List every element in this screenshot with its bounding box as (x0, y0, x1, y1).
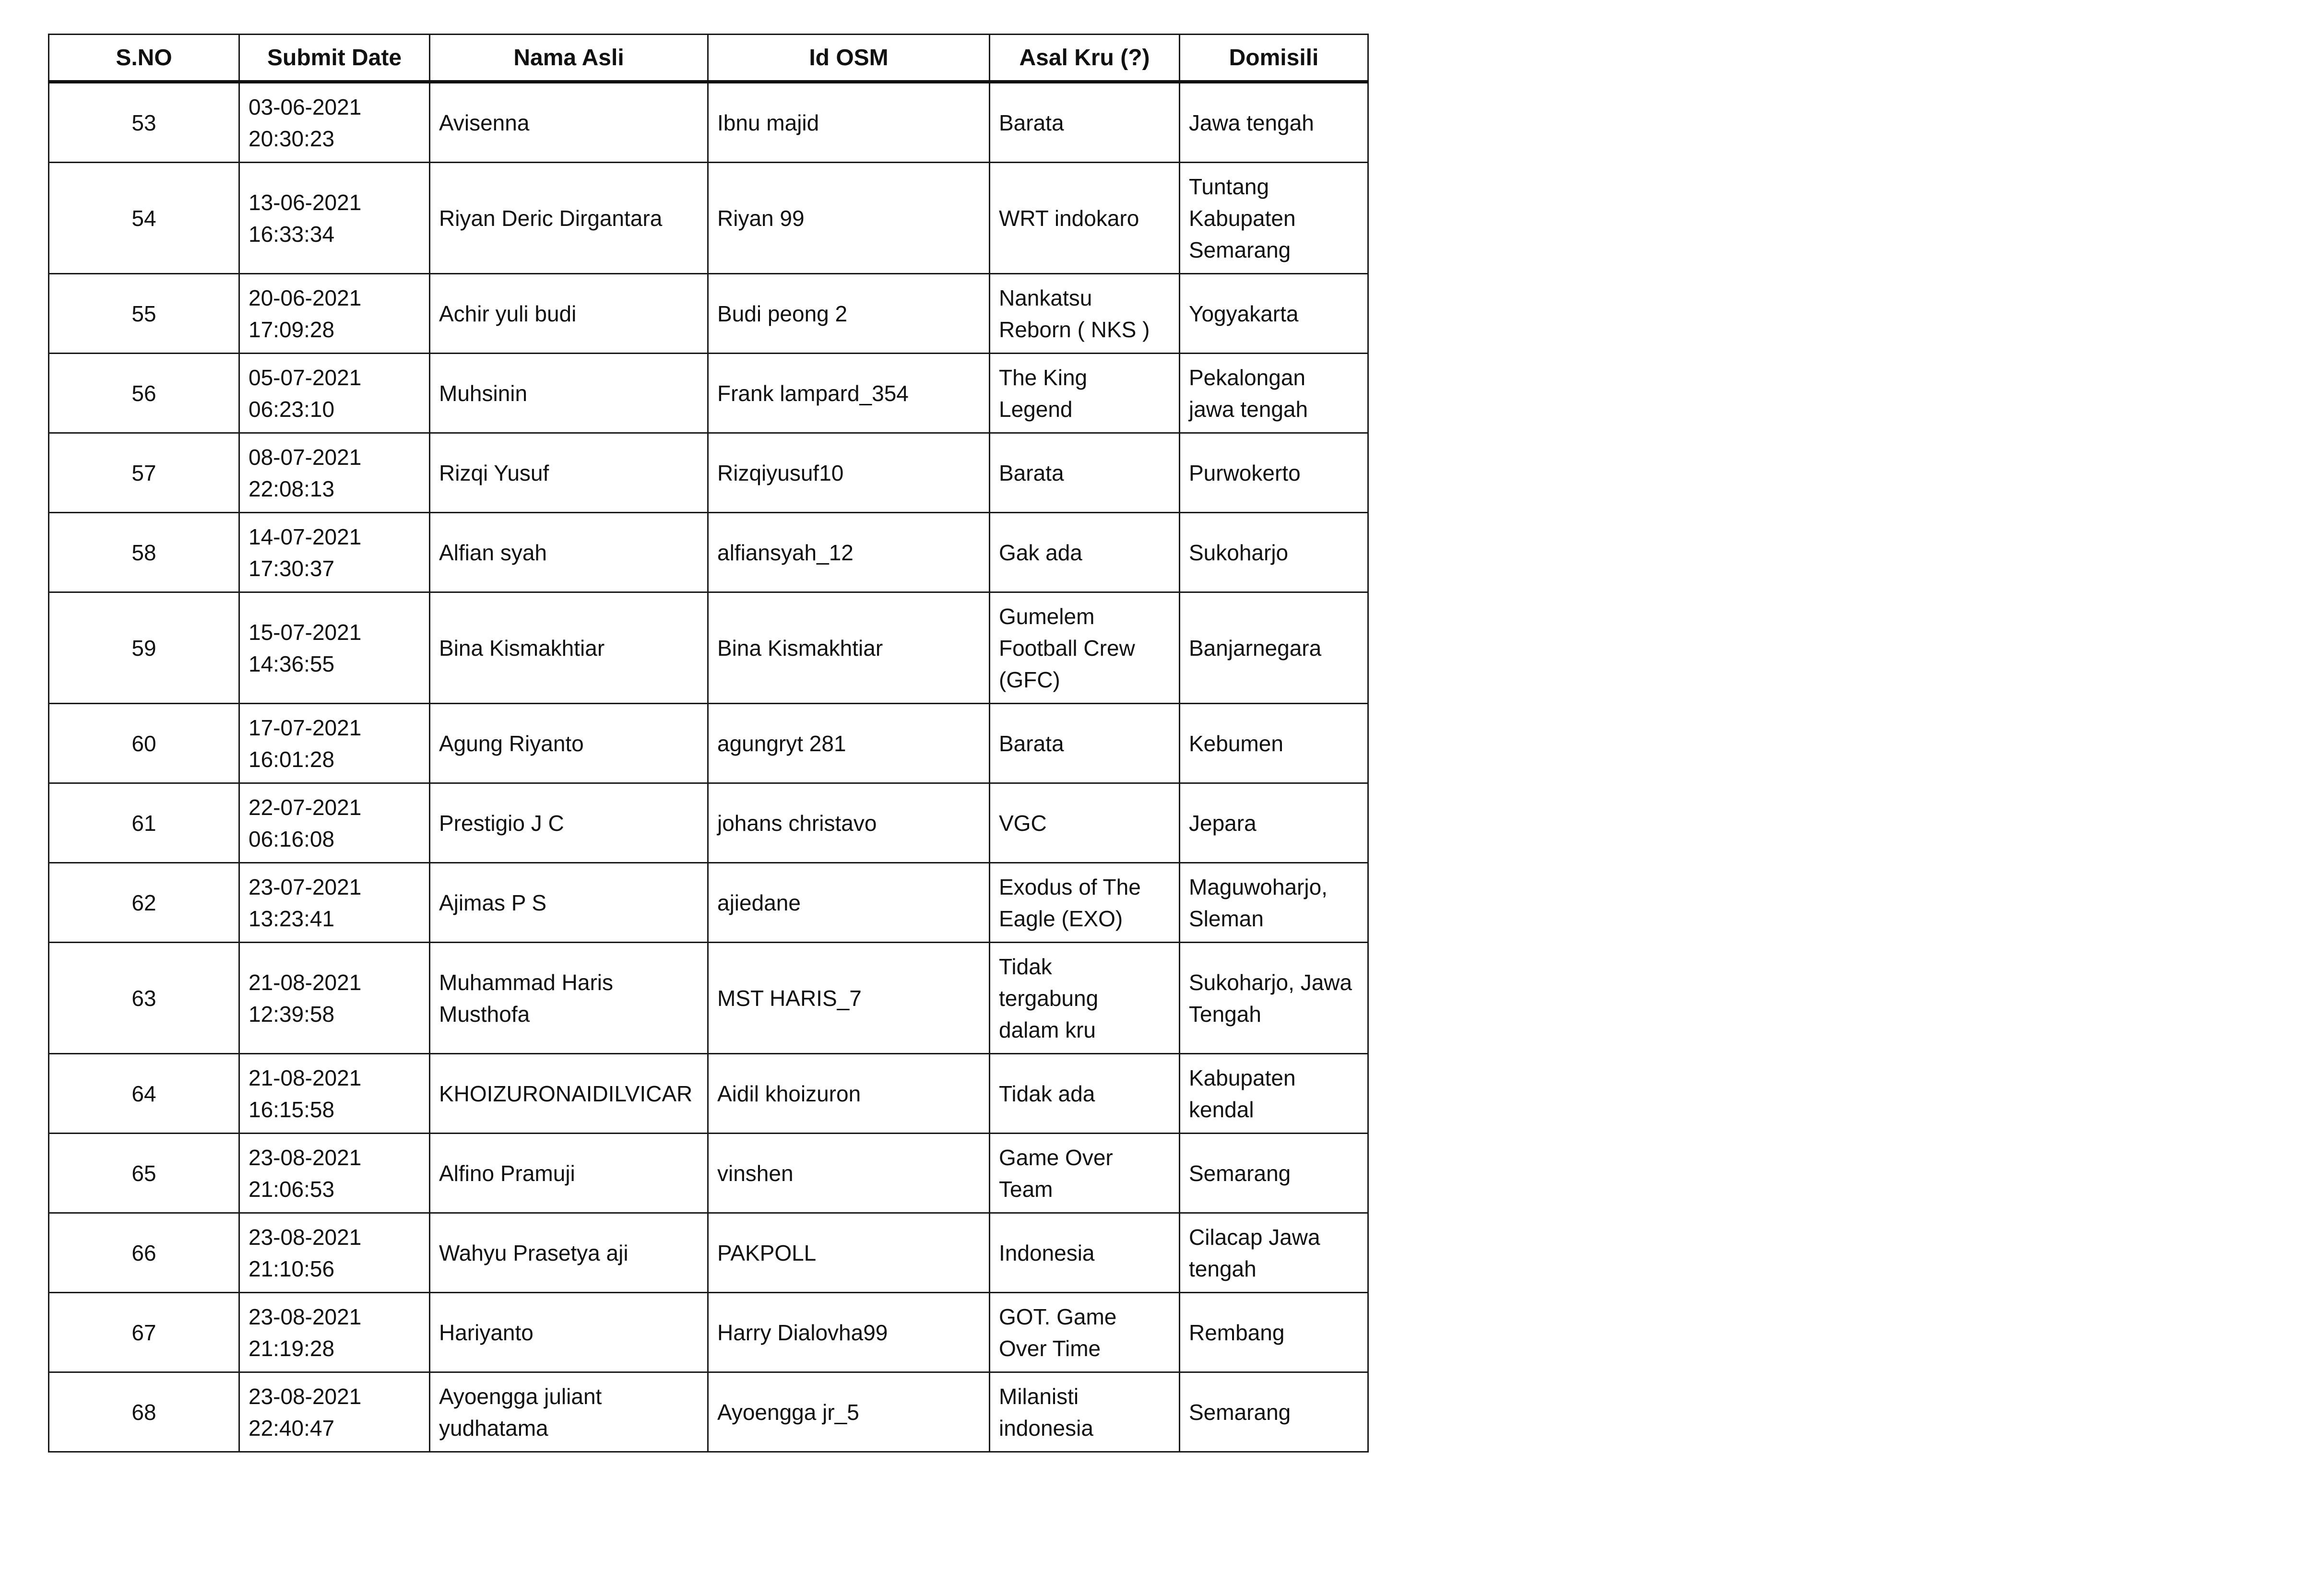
cell-domisili: Kabupaten kendal (1180, 1054, 1368, 1134)
cell-id-osm: Ibnu majid (708, 82, 990, 163)
cell-submit-date: 03-06-2021 20:30:23 (239, 82, 430, 163)
cell-domisili: Kebumen (1180, 704, 1368, 783)
table-row (49, 1054, 1368, 1134)
cell-id-osm: Riyan 99 (708, 163, 990, 274)
cell-nama-asli: KHOIZURONAIDILVICAR (430, 1054, 708, 1134)
table-body (49, 82, 1368, 1452)
cell-nama-asli: Avisenna (430, 82, 708, 163)
header-id-osm: Id OSM (708, 35, 990, 82)
cell-id-osm: ajiedane (708, 863, 990, 943)
cell-nama-asli: Agung Riyanto (430, 704, 708, 783)
cell-nama-asli: Prestigio J C (430, 783, 708, 863)
table-row (49, 354, 1368, 433)
cell-sno: 56 (49, 354, 239, 433)
cell-sno: 61 (49, 783, 239, 863)
cell-sno: 68 (49, 1372, 239, 1452)
cell-id-osm: agungryt 281 (708, 704, 990, 783)
cell-nama-asli: Ajimas P S (430, 863, 708, 943)
cell-id-osm: MST HARIS_7 (708, 943, 990, 1054)
cell-asal-kru: Barata (990, 433, 1180, 513)
table-row (49, 1372, 1368, 1452)
cell-asal-kru: Game Over Team (990, 1134, 1180, 1213)
cell-submit-date: 21-08-2021 16:15:58 (239, 1054, 430, 1134)
cell-submit-date: 20-06-2021 17:09:28 (239, 274, 430, 354)
table-row (49, 783, 1368, 863)
cell-domisili: Sukoharjo, Jawa Tengah (1180, 943, 1368, 1054)
cell-submit-date: 22-07-2021 06:16:08 (239, 783, 430, 863)
cell-id-osm: Ayoengga jr_5 (708, 1372, 990, 1452)
table-row (49, 82, 1368, 163)
cell-id-osm: Bina Kismakhtiar (708, 592, 990, 704)
cell-nama-asli: Hariyanto (430, 1293, 708, 1372)
cell-id-osm: alfiansyah_12 (708, 513, 990, 592)
table-row (49, 1134, 1368, 1213)
cell-nama-asli: Achir yuli budi (430, 274, 708, 354)
cell-id-osm: Aidil khoizuron (708, 1054, 990, 1134)
cell-asal-kru: Barata (990, 704, 1180, 783)
cell-sno: 67 (49, 1293, 239, 1372)
cell-domisili: Sukoharjo (1180, 513, 1368, 592)
cell-domisili: Banjarnegara (1180, 592, 1368, 704)
cell-domisili: Cilacap Jawa tengah (1180, 1213, 1368, 1293)
table-row (49, 1213, 1368, 1293)
cell-nama-asli: Muhammad Haris Musthofa (430, 943, 708, 1054)
cell-domisili: Pekalongan jawa tengah (1180, 354, 1368, 433)
header-sno: S.NO (49, 35, 239, 82)
cell-submit-date: 14-07-2021 17:30:37 (239, 513, 430, 592)
cell-asal-kru: GOT. Game Over Time (990, 1293, 1180, 1372)
cell-submit-date: 17-07-2021 16:01:28 (239, 704, 430, 783)
cell-sno: 66 (49, 1213, 239, 1293)
cell-submit-date: 15-07-2021 14:36:55 (239, 592, 430, 704)
table-row (49, 943, 1368, 1054)
cell-domisili: Purwokerto (1180, 433, 1368, 513)
cell-asal-kru: Indonesia (990, 1213, 1180, 1293)
cell-nama-asli: Bina Kismakhtiar (430, 592, 708, 704)
cell-nama-asli: Wahyu Prasetya aji (430, 1213, 708, 1293)
header-domisili: Domisili (1180, 35, 1368, 82)
cell-sno: 65 (49, 1134, 239, 1213)
cell-asal-kru: Tidak ada (990, 1054, 1180, 1134)
table-row (49, 513, 1368, 592)
cell-nama-asli: Ayoengga juliant yudhatama (430, 1372, 708, 1452)
cell-submit-date: 23-08-2021 21:10:56 (239, 1213, 430, 1293)
cell-asal-kru: Barata (990, 82, 1180, 163)
cell-submit-date: 13-06-2021 16:33:34 (239, 163, 430, 274)
cell-submit-date: 21-08-2021 12:39:58 (239, 943, 430, 1054)
cell-id-osm: Frank lampard_354 (708, 354, 990, 433)
cell-submit-date: 23-07-2021 13:23:41 (239, 863, 430, 943)
cell-sno: 59 (49, 592, 239, 704)
cell-sno: 60 (49, 704, 239, 783)
cell-submit-date: 05-07-2021 06:23:10 (239, 354, 430, 433)
header-asal-kru: Asal Kru (?) (990, 35, 1180, 82)
cell-id-osm: Harry Dialovha99 (708, 1293, 990, 1372)
table-row (49, 592, 1368, 704)
cell-domisili: Rembang (1180, 1293, 1368, 1372)
table-row (49, 163, 1368, 274)
cell-submit-date: 23-08-2021 21:06:53 (239, 1134, 430, 1213)
cell-asal-kru: Exodus of The Eagle (EXO) (990, 863, 1180, 943)
cell-submit-date: 23-08-2021 21:19:28 (239, 1293, 430, 1372)
table-row (49, 1293, 1368, 1372)
cell-id-osm: Rizqiyusuf10 (708, 433, 990, 513)
header-nama-asli: Nama Asli (430, 35, 708, 82)
cell-id-osm: vinshen (708, 1134, 990, 1213)
cell-nama-asli: Muhsinin (430, 354, 708, 433)
cell-id-osm: PAKPOLL (708, 1213, 990, 1293)
cell-nama-asli: Rizqi Yusuf (430, 433, 708, 513)
cell-asal-kru: Gak ada (990, 513, 1180, 592)
cell-id-osm: Budi peong 2 (708, 274, 990, 354)
cell-sno: 54 (49, 163, 239, 274)
table-row (49, 704, 1368, 783)
cell-nama-asli: Alfian syah (430, 513, 708, 592)
cell-domisili: Semarang (1180, 1134, 1368, 1213)
table-row (49, 433, 1368, 513)
cell-domisili: Tuntang Kabupaten Semarang (1180, 163, 1368, 274)
cell-asal-kru: VGC (990, 783, 1180, 863)
cell-sno: 58 (49, 513, 239, 592)
cell-asal-kru: WRT indokaro (990, 163, 1180, 274)
cell-domisili: Jepara (1180, 783, 1368, 863)
cell-sno: 62 (49, 863, 239, 943)
cell-asal-kru: Milanisti indonesia (990, 1372, 1180, 1452)
cell-sno: 64 (49, 1054, 239, 1134)
cell-id-osm: johans christavo (708, 783, 990, 863)
cell-asal-kru: Nankatsu Reborn ( NKS ) (990, 274, 1180, 354)
cell-sno: 57 (49, 433, 239, 513)
cell-sno: 53 (49, 82, 239, 163)
table-row (49, 863, 1368, 943)
table-row (49, 274, 1368, 354)
table-header-row (49, 35, 1368, 82)
cell-sno: 55 (49, 274, 239, 354)
cell-domisili: Jawa tengah (1180, 82, 1368, 163)
cell-domisili: Yogyakarta (1180, 274, 1368, 354)
cell-nama-asli: Alfino Pramuji (430, 1134, 708, 1213)
cell-asal-kru: Gumelem Football Crew (GFC) (990, 592, 1180, 704)
cell-nama-asli: Riyan Deric Dirgantara (430, 163, 708, 274)
registration-table (48, 34, 1369, 1453)
cell-submit-date: 23-08-2021 22:40:47 (239, 1372, 430, 1452)
cell-asal-kru: Tidak tergabung dalam kru (990, 943, 1180, 1054)
cell-domisili: Maguwoharjo, Sleman (1180, 863, 1368, 943)
header-submit-date: Submit Date (239, 35, 430, 82)
cell-submit-date: 08-07-2021 22:08:13 (239, 433, 430, 513)
cell-sno: 63 (49, 943, 239, 1054)
cell-asal-kru: The King Legend (990, 354, 1180, 433)
cell-domisili: Semarang (1180, 1372, 1368, 1452)
